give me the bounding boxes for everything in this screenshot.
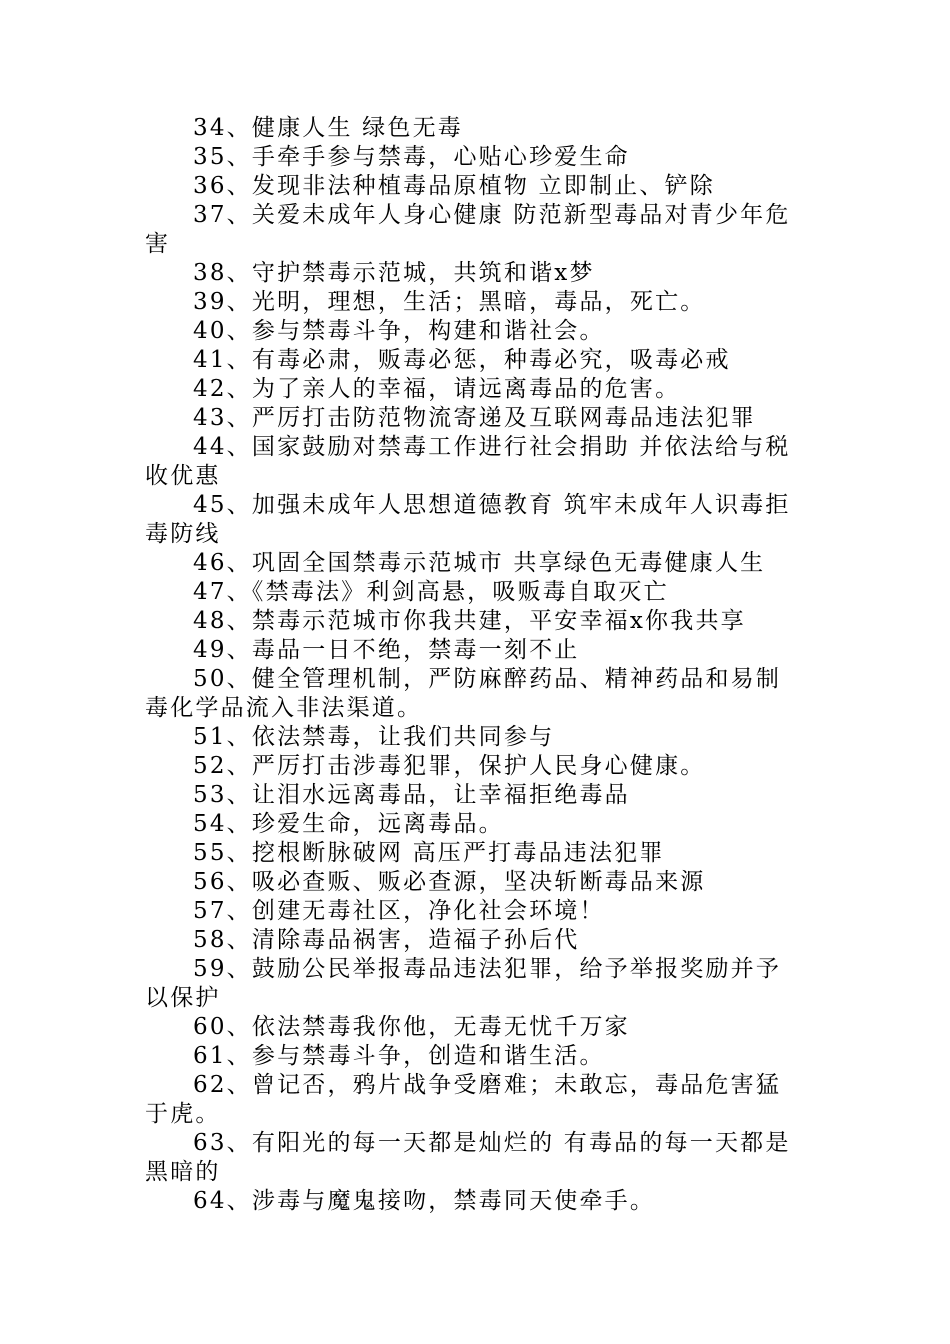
slogan-59: 59、鼓励公民举报毒品违法犯罪，给予举报奖励并予以保护	[145, 956, 782, 1011]
slogan-34: 34、健康人生 绿色无毒	[193, 115, 463, 141]
slogan-63: 63、有阳光的每一天都是灿烂的 有毒品的每一天都是黑暗的	[145, 1130, 791, 1185]
slogan-55: 55、挖根断脉破网 高压严打毒品违法犯罪	[193, 840, 665, 866]
slogan-51: 51、依法禁毒，让我们共同参与	[193, 724, 555, 750]
slogan-38: 38、守护禁毒示范城，共筑和谐x梦	[193, 260, 595, 286]
slogan-64: 64、涉毒与魔鬼接吻，禁毒同天使牵手。	[193, 1188, 656, 1214]
slogan-57: 57、创建无毒社区，净化社会环境！	[193, 898, 605, 924]
slogan-39: 39、光明，理想，生活；黑暗，毒品，死亡。	[193, 289, 706, 315]
slogan-35: 35、手牵手参与禁毒，心贴心珍爱生命	[193, 144, 630, 170]
document-body	[145, 114, 800, 1216]
slogan-60: 60、依法禁毒我你他，无毒无忧千万家	[193, 1014, 630, 1040]
slogan-44: 44、国家鼓励对禁毒工作进行社会捐助 并依法给与税收优惠	[145, 434, 791, 489]
slogan-48: 48、禁毒示范城市你我共建，平安幸福x你我共享	[193, 608, 746, 634]
slogan-41: 41、有毒必肃，贩毒必惩，种毒必究，吸毒必戒	[193, 347, 731, 373]
slogan-61: 61、参与禁毒斗争，创造和谐生活。	[193, 1043, 605, 1069]
slogan-42: 42、为了亲人的幸福，请远离毒品的危害。	[193, 376, 681, 402]
slogan-37: 37、关爱未成年人身心健康 防范新型毒品对青少年危害	[145, 202, 791, 257]
slogan-54: 54、珍爱生命，远离毒品。	[193, 811, 504, 837]
slogan-36: 36、发现非法种植毒品原植物 立即制止、铲除	[193, 173, 715, 199]
slogan-56: 56、吸必查贩、贩必查源，坚决斩断毒品来源	[193, 869, 706, 895]
slogan-58: 58、清除毒品祸害，造福子孙后代	[193, 927, 580, 953]
slogan-50: 50、健全管理机制，严防麻醉药品、精神药品和易制毒化学品流入非法渠道。	[145, 666, 782, 721]
slogan-62: 62、曾记否，鸦片战争受磨难；未敢忘，毒品危害猛于虎。	[145, 1072, 782, 1127]
slogan-45: 45、加强未成年人思想道德教育 筑牢未成年人识毒拒毒防线	[145, 492, 791, 547]
slogan-49: 49、毒品一日不绝，禁毒一刻不止	[193, 637, 580, 663]
slogan-52: 52、严厉打击涉毒犯罪，保护人民身心健康。	[193, 753, 706, 779]
slogan-47: 47、《禁毒法》利剑高悬，吸贩毒自取灭亡	[193, 579, 669, 605]
slogan-40: 40、参与禁毒斗争，构建和谐社会。	[193, 318, 605, 344]
slogan-46: 46、巩固全国禁毒示范城市 共享绿色无毒健康人生	[193, 550, 766, 576]
slogan-43: 43、严厉打击防范物流寄递及互联网毒品违法犯罪	[193, 405, 756, 431]
slogan-53: 53、让泪水远离毒品，让幸福拒绝毒品	[193, 782, 630, 808]
